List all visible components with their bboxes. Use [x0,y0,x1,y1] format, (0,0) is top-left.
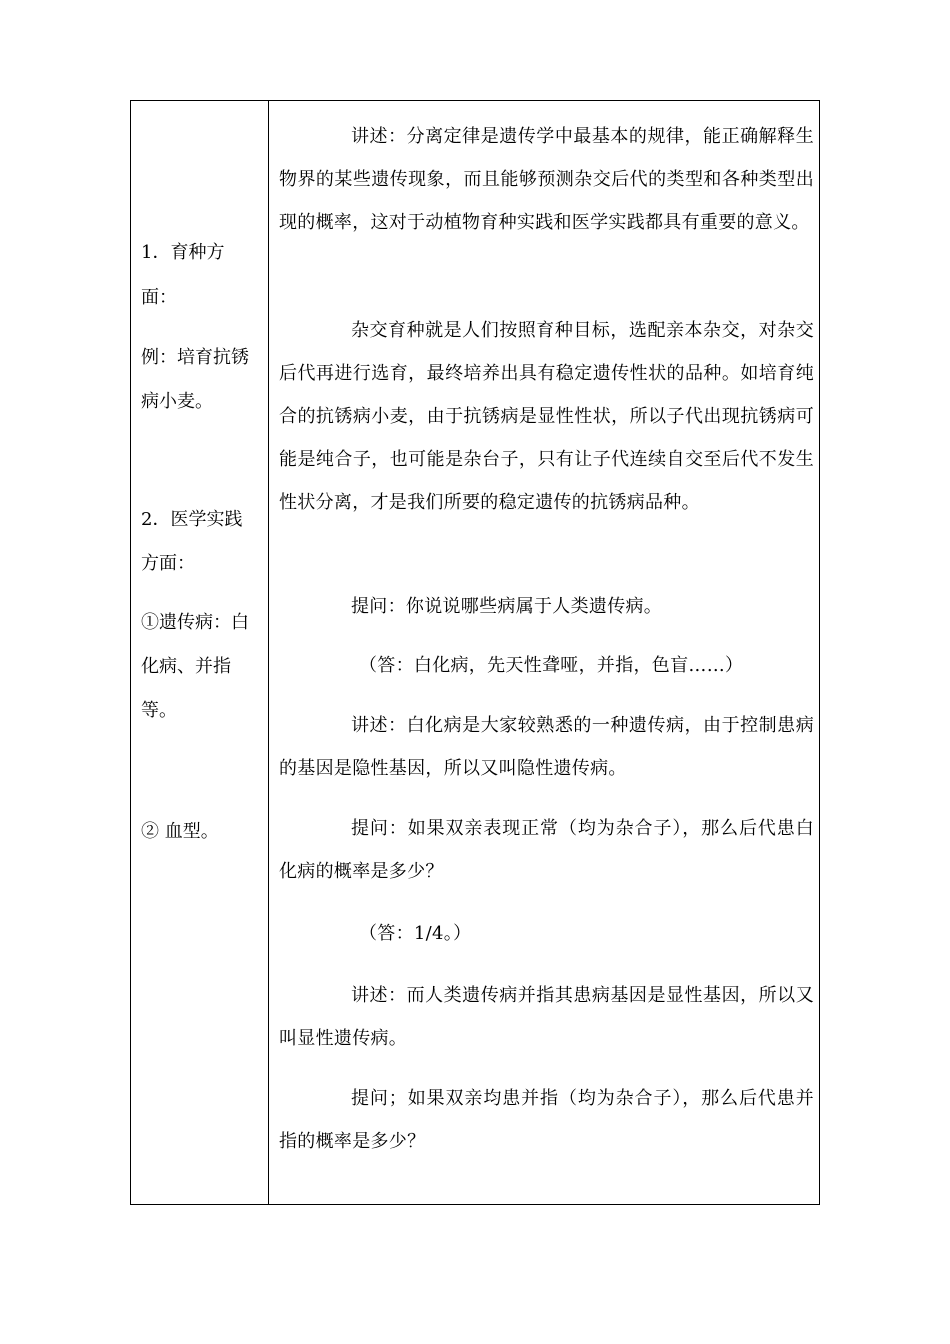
paragraph-polydactyly: 讲述：而人类遗传病并指其患病基因是显性基因，所以又叫显性遗传病。 [279,985,814,1049]
content-column [269,101,819,1204]
paragraph-question-polydactyly: 提问；如果双亲均患并指（均为杂合子），那么后代患并指的概率是多少？ [279,1088,814,1152]
paragraph-segregation-law: 讲述：分离定律是遗传学中最基本的规律，能正确解释生物界的某些遗传现象，而且能够预测杂交后代的类型和各种类型出现的概率，这对于动植物育种实践和医学实践都具有重要的意义。 [279,126,814,233]
topic-genetic-disease-line-1: ①遗传病：白 [141,612,249,633]
paragraph-cross-breeding: 杂交育种就是人们按照育种目标，选配亲本杂交，对杂交后代再进行选育，最终培养出具有稳定遗传性状的品种。如培育纯合的抗锈病小麦，由于抗锈病是显性性状，所以子代出现抗锈病可能是纯合子，也可能是杂台子，只有让子代连续自交至后代不发生性状分离，才是我们所要的稳定遗传的抗锈病品种。 [279,320,814,513]
lesson-table [130,100,820,1205]
paragraph-answer-albinism: （答：1/4。） [359,923,472,944]
topic-genetic-disease-line-3: 等。 [141,700,177,721]
paragraph-answer-diseases: （答：白化病，先天性聋哑，并指，色盲……） [359,655,744,676]
topic-genetic-disease-line-2: 化病、并指 [141,656,231,677]
topic-medical-line-1: 2．医学实践 [141,509,243,530]
topic-column [131,101,269,1204]
topic-example-line-2: 病小麦。 [141,391,213,412]
topic-blood-type: ② 血型。 [141,821,219,842]
topic-breeding-line-1: 1．育种方 [141,242,225,263]
paragraph-question-diseases: 提问：你说说哪些病属于人类遗传病。 [351,596,663,617]
topic-medical-line-2: 方面： [141,553,195,574]
paragraph-question-albinism: 提问：如果双亲表现正常（均为杂合子），那么后代患白化病的概率是多少？ [279,818,814,882]
topic-example-line-1: 例：培育抗锈 [141,347,249,368]
paragraph-albinism: 讲述：白化病是大家较熟悉的一种遗传病，由于控制患病的基因是隐性基因，所以又叫隐性遗传病。 [279,715,814,779]
topic-breeding-line-2: 面： [141,287,177,308]
